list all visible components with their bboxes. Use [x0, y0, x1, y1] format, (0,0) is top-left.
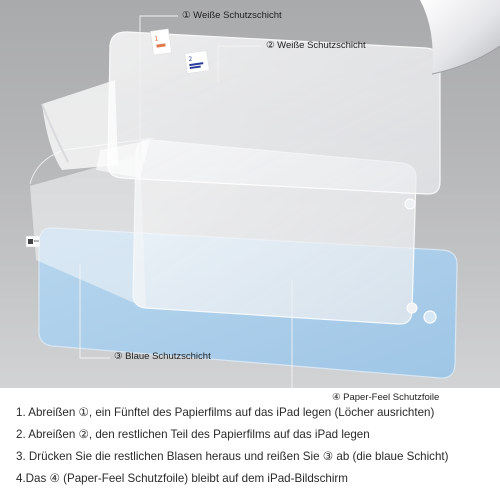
camera-hole-icon [424, 311, 436, 323]
callout-layer-2: ② Weiße Schutzschicht [266, 40, 366, 51]
instruction-step-4: 4.Das ④ (Paper-Feel Schutzfoile) bleibt auf dem iPad-Bildschirm [16, 472, 348, 485]
svg-text:1: 1 [154, 35, 159, 43]
camera-hole-icon [407, 303, 417, 313]
callout-layer-4: ④ Paper-Feel Schutzfoile [332, 392, 440, 403]
instruction-step-2: 2. Abreißen ②, den restlichen Teil des Papierfilms auf das iPad legen [16, 428, 370, 441]
instruction-list [0, 388, 500, 500]
svg-text:2: 2 [188, 55, 193, 64]
instruction-step-1: 1. Abreißen ①, ein Fünftel des Papierfilms auf das iPad legen (Löcher ausrichten) [16, 406, 435, 419]
callout-layer-1: ① Weiße Schutzschicht [182, 10, 282, 21]
instruction-step-3: 3. Drücken Sie die restlichen Blasen heraus und reißen Sie ③ ab (die blaue Schicht) [16, 450, 449, 463]
camera-hole-icon [405, 199, 415, 209]
callout-layer-3: ③ Blaue Schutzschicht [114, 351, 211, 362]
